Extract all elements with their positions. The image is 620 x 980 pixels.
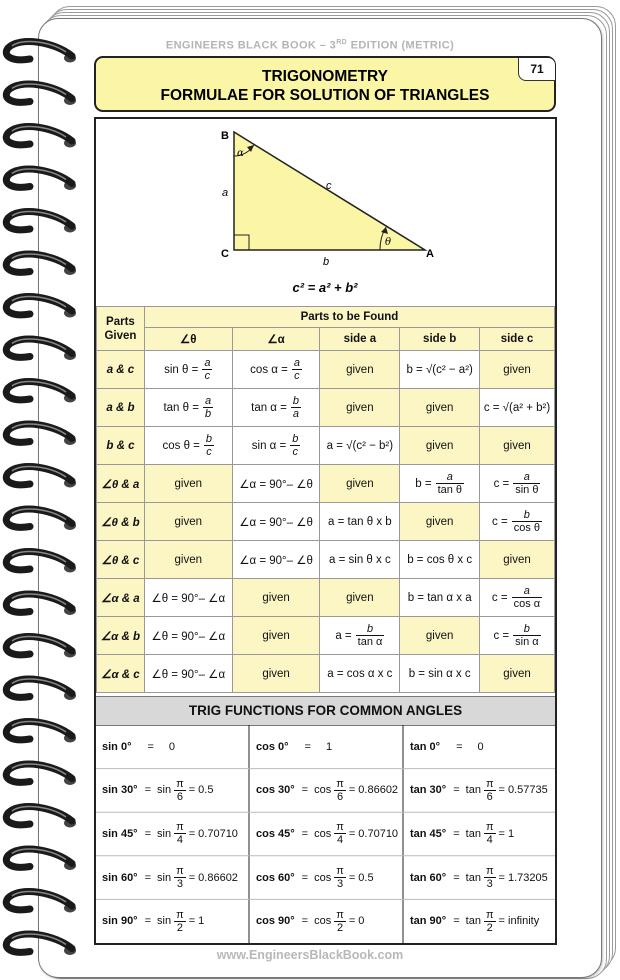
given-parts-cell: ∠θ & b <box>97 503 145 541</box>
spiral-ring <box>6 424 76 445</box>
numerator: π <box>176 821 184 834</box>
formula-cell <box>232 541 320 579</box>
formula-text: ∠α = 90°– ∠θ <box>239 554 313 567</box>
fraction <box>484 821 496 846</box>
formula-cell <box>232 617 320 655</box>
equals-sign: = <box>304 740 311 753</box>
formula-cell <box>320 579 400 617</box>
formula-cell <box>144 427 232 465</box>
formula-lhs: cos θ = <box>162 439 200 452</box>
equals-sign: = <box>453 915 460 928</box>
formula-cell <box>480 389 555 427</box>
formula-text: given <box>503 439 531 452</box>
formula-text: ∠θ = 90°– ∠α <box>151 592 226 605</box>
denominator: c <box>206 446 212 458</box>
denominator: cos θ <box>513 522 541 534</box>
trig-value-cell <box>256 812 401 856</box>
spiral-ring <box>6 721 76 742</box>
trig-value: = infinity <box>498 915 540 928</box>
formula-cell <box>232 465 320 503</box>
formula-lhs: a = <box>335 629 352 642</box>
fraction <box>484 778 496 803</box>
corner-header: Parts Given <box>97 307 145 351</box>
trig-functions-grid <box>96 725 555 943</box>
formula-cell <box>400 465 480 503</box>
denominator: sin α <box>515 636 539 648</box>
numerator: π <box>485 865 494 878</box>
vertex-label-a: A <box>426 248 434 260</box>
formula-cell <box>480 579 555 617</box>
trig-value: = 0.70710 <box>348 827 399 840</box>
denominator: 4 <box>486 834 493 847</box>
table-row <box>97 541 555 579</box>
trig-function: cos <box>314 871 332 884</box>
denominator: c <box>294 370 300 382</box>
formula-lhs: c = <box>491 591 508 604</box>
formula-cell <box>232 655 320 693</box>
formula-cell <box>232 579 320 617</box>
spiral-ring <box>6 84 76 105</box>
trig-value-cell <box>102 899 207 943</box>
formula-cell <box>232 427 320 465</box>
fraction <box>174 778 186 803</box>
vertex-label-b: B <box>221 130 229 142</box>
trig-value: = 0.5 <box>348 871 374 884</box>
denominator: tan θ <box>437 484 463 496</box>
fraction <box>334 821 346 846</box>
side-label-a: a <box>222 187 229 199</box>
numerator: b <box>513 623 540 636</box>
spiral-ring <box>6 594 76 615</box>
content-frame <box>94 117 557 945</box>
trig-value-cell <box>102 812 241 856</box>
angle-label-alpha: α <box>237 148 244 159</box>
trig-label: sin 60° <box>102 871 138 884</box>
numerator: a <box>513 471 540 484</box>
fraction <box>513 471 540 496</box>
numerator: π <box>336 777 344 790</box>
formula-cell <box>320 427 400 465</box>
numerator: a <box>293 357 300 369</box>
table-row <box>97 579 555 617</box>
angle-label-theta: θ <box>385 237 392 248</box>
formula-cell <box>320 351 400 389</box>
formula-cell <box>480 465 555 503</box>
page-title: TRIGONOMETRY <box>261 68 388 85</box>
formula-cell <box>144 351 232 389</box>
trig-value: 1 <box>325 740 333 753</box>
formula-cell <box>320 617 400 655</box>
spiral-ring <box>6 509 76 530</box>
spiral-ring <box>6 849 76 870</box>
fraction <box>203 395 213 420</box>
page-number: 71 <box>518 58 555 81</box>
fraction <box>513 623 540 648</box>
fraction <box>292 357 302 382</box>
trig-value-cell <box>102 725 178 769</box>
denominator: 6 <box>486 790 493 803</box>
equals-sign: = <box>144 915 152 928</box>
formula-lhs: cos α = <box>250 363 288 376</box>
formula-lhs: sin α = <box>251 439 287 452</box>
formula-text: given <box>425 439 454 452</box>
formula-text: given <box>346 477 374 490</box>
denominator: 6 <box>176 790 183 803</box>
vertex-label-c: C <box>221 248 229 260</box>
table-row <box>97 427 555 465</box>
trig-label: tan 60° <box>410 871 447 884</box>
given-parts-cell: ∠θ & a <box>97 465 145 503</box>
numerator: π <box>336 865 344 878</box>
denominator: 4 <box>336 834 344 847</box>
denominator: 2 <box>486 921 493 934</box>
trig-label: tan 30° <box>410 784 447 797</box>
column-header: side b <box>400 328 480 351</box>
fraction <box>484 909 496 934</box>
formula-text: given <box>262 629 290 642</box>
formula-cell <box>320 389 400 427</box>
fraction <box>512 509 542 534</box>
trig-function: tan <box>465 784 481 797</box>
formula-text: given <box>425 401 454 414</box>
equals-sign: = <box>144 784 152 797</box>
denominator: sin θ <box>515 484 539 496</box>
trig-section-title: TRIG FUNCTIONS FOR COMMON ANGLES <box>96 696 555 726</box>
trig-function: tan <box>465 827 481 840</box>
trig-value: = 0.70710 <box>188 827 238 840</box>
trig-value-cell <box>102 769 216 813</box>
numerator: b <box>356 623 385 636</box>
numerator: a <box>204 395 212 407</box>
fraction <box>334 778 346 803</box>
fraction <box>174 909 186 934</box>
trig-value-cell <box>410 899 542 943</box>
denominator: c <box>204 370 211 382</box>
formula-cell <box>480 617 555 655</box>
formula-text: b = √(c² − a²) <box>406 363 473 376</box>
numerator: a <box>436 471 464 484</box>
formula-lhs: sin θ = <box>164 363 199 376</box>
trig-value: = 0.57735 <box>498 784 548 797</box>
trig-value-cell <box>256 769 401 813</box>
formula-text: given <box>503 363 531 376</box>
formula-cell <box>480 427 555 465</box>
numerator: a <box>512 585 543 598</box>
trig-value-cell <box>410 812 517 856</box>
trig-function: sin <box>157 871 172 884</box>
spiral-ring <box>6 211 76 232</box>
numerator: b <box>292 395 299 407</box>
denominator: 3 <box>336 878 344 891</box>
trig-value: = 1.73205 <box>498 871 548 884</box>
pythagoras-equation: c² = a² + b² <box>292 280 358 295</box>
spiral-ring <box>6 126 76 147</box>
trig-label: tan 45° <box>410 827 447 840</box>
given-parts-cell: ∠α & a <box>97 579 145 617</box>
formula-cell <box>400 655 480 693</box>
equals-sign: = <box>147 740 154 753</box>
formula-cell <box>320 655 400 693</box>
fraction <box>202 357 212 382</box>
numerator: π <box>485 908 494 921</box>
fraction <box>356 623 385 648</box>
spiral-ring <box>6 764 76 785</box>
denominator: 2 <box>336 921 344 934</box>
numerator: b <box>512 509 542 522</box>
formula-cell <box>320 465 400 503</box>
formula-text: given <box>262 667 290 680</box>
formula-cell <box>480 655 555 693</box>
column-header: ∠θ <box>144 328 232 351</box>
formula-cell <box>320 503 400 541</box>
spiral-ring <box>6 806 76 827</box>
formula-text: a = √(c² − b²) <box>326 439 394 452</box>
formula-text: a = cos α x c <box>327 667 393 680</box>
formula-cell <box>320 541 400 579</box>
denominator: 3 <box>176 878 183 891</box>
denominator: 6 <box>336 790 344 803</box>
fraction <box>174 865 186 890</box>
trig-function: sin <box>157 915 172 928</box>
formula-text: given <box>503 667 531 680</box>
fraction <box>290 433 300 458</box>
given-parts-cell: ∠α & b <box>97 617 145 655</box>
formula-cell <box>232 351 320 389</box>
formula-cell <box>400 351 480 389</box>
numerator: π <box>176 777 184 790</box>
formula-cell <box>144 503 232 541</box>
equals-sign: = <box>456 740 463 753</box>
trig-value-cell <box>256 856 377 900</box>
table-row <box>97 617 555 655</box>
trig-label: tan 90° <box>410 915 447 928</box>
formula-cell <box>400 503 480 541</box>
given-parts-cell: ∠θ & c <box>97 541 145 579</box>
formula-text: ∠θ = 90°– ∠α <box>151 668 226 681</box>
fraction <box>334 865 346 890</box>
formula-cell <box>232 389 320 427</box>
side-label-c: c <box>326 180 332 192</box>
fraction <box>204 433 214 458</box>
denominator: 4 <box>176 834 183 847</box>
trig-label: sin 90° <box>102 915 138 928</box>
equals-sign: = <box>144 871 152 884</box>
formula-text: given <box>346 401 374 414</box>
formula-cell <box>400 541 480 579</box>
book-header: ENGINEERS BLACK BOOK – 3RD EDITION (METRIC) <box>165 39 455 52</box>
formula-cell <box>480 351 555 389</box>
trig-function: cos <box>314 827 332 840</box>
formula-text: ∠α = 90°– ∠θ <box>239 478 313 491</box>
denominator: b <box>204 408 212 420</box>
numerator: a <box>204 357 211 369</box>
numerator: b <box>292 433 299 445</box>
spiral-ring <box>6 381 76 402</box>
trig-label: cos 0° <box>256 740 289 753</box>
equals-sign: = <box>453 827 460 840</box>
table-row <box>97 503 555 541</box>
denominator: 3 <box>486 878 493 891</box>
numerator: π <box>485 821 494 834</box>
given-parts-cell: a & c <box>97 351 145 389</box>
trig-value: = 0.86602 <box>348 784 399 797</box>
formula-cell <box>144 389 232 427</box>
spiral-ring <box>6 466 76 487</box>
column-header: side c <box>480 328 555 351</box>
parts-found-header: Parts to be Found <box>144 307 554 328</box>
spiral-ring <box>6 254 76 275</box>
spiral-ring <box>6 551 76 572</box>
trig-value-cell <box>410 725 487 769</box>
fraction <box>512 585 543 610</box>
formula-cell <box>144 617 232 655</box>
spiral-ring <box>6 339 76 360</box>
fraction <box>484 865 496 890</box>
trig-label: sin 30° <box>102 784 138 797</box>
formula-cell <box>400 427 480 465</box>
trig-value: = 1 <box>188 915 205 928</box>
formula-cell <box>480 541 555 579</box>
formula-text: b = cos θ x c <box>407 553 473 566</box>
solution-table <box>96 306 555 693</box>
spiral-ring <box>6 636 76 657</box>
table-row <box>97 389 555 427</box>
equals-sign: = <box>301 871 309 884</box>
column-header: side a <box>320 328 400 351</box>
equals-sign: = <box>453 784 460 797</box>
trig-function: cos <box>314 915 332 928</box>
formula-text: a = tan θ x b <box>328 515 392 528</box>
column-header: ∠α <box>232 328 320 351</box>
formula-cell <box>144 579 232 617</box>
footer-url: www.EngineersBlackBook.com <box>216 948 404 962</box>
denominator: c <box>292 446 299 458</box>
spiral-ring <box>6 169 76 190</box>
formula-cell <box>400 617 480 655</box>
formula-text: c = √(a² + b²) <box>483 401 551 414</box>
formula-text: b = tan α x a <box>407 591 472 604</box>
equals-sign: = <box>453 871 460 884</box>
formula-text: given <box>425 515 454 528</box>
trig-label: cos 45° <box>256 827 295 840</box>
trig-label: cos 30° <box>256 784 295 797</box>
numerator: π <box>336 908 344 921</box>
trig-label: cos 90° <box>256 915 295 928</box>
page-subtitle: FORMULAE FOR SOLUTION OF TRIANGLES <box>160 87 490 104</box>
equals-sign: = <box>301 827 309 840</box>
denominator: cos α <box>513 598 541 610</box>
trig-value-cell <box>256 899 367 943</box>
trig-value-cell <box>256 725 335 769</box>
title-box <box>94 56 556 112</box>
spiral-ring <box>6 891 76 912</box>
trig-label: sin 45° <box>102 827 138 840</box>
formula-text: given <box>174 553 203 566</box>
formula-cell <box>480 503 555 541</box>
formula-text: given <box>174 477 203 490</box>
formula-text: given <box>262 591 290 604</box>
denominator: 2 <box>176 921 183 934</box>
trig-function: tan <box>465 915 481 928</box>
fraction <box>436 471 464 496</box>
numerator: π <box>176 865 184 878</box>
trig-value: 0 <box>168 740 176 753</box>
formula-text: given <box>425 629 454 642</box>
spiral-ring <box>6 296 76 317</box>
triangle-diagram <box>96 119 555 306</box>
trig-value-cell <box>102 856 241 900</box>
trig-value-cell <box>410 769 551 813</box>
trig-value: = 0.5 <box>188 784 214 797</box>
numerator: π <box>336 821 344 834</box>
formula-text: given <box>346 591 374 604</box>
given-parts-cell: b & c <box>97 427 145 465</box>
formula-text: given <box>174 515 203 528</box>
formula-cell <box>400 389 480 427</box>
given-parts-cell: ∠α & c <box>97 655 145 693</box>
formula-text: b = sin α x c <box>408 667 471 680</box>
trig-value-cell <box>410 856 551 900</box>
table-row <box>97 655 555 693</box>
denominator: a <box>292 408 299 420</box>
numerator: b <box>205 433 213 445</box>
formula-lhs: c = <box>493 477 510 490</box>
formula-text: ∠α = 90°– ∠θ <box>239 516 313 529</box>
formula-lhs: tan α = <box>251 401 287 414</box>
side-label-b: b <box>323 256 330 268</box>
formula-cell <box>144 655 232 693</box>
formula-lhs: c = <box>493 629 510 642</box>
formula-lhs: b = <box>415 477 432 490</box>
formula-text: given <box>346 363 374 376</box>
trig-label: cos 60° <box>256 871 295 884</box>
numerator: π <box>176 908 184 921</box>
denominator: tan α <box>357 636 383 648</box>
trig-function: sin <box>157 827 172 840</box>
equals-sign: = <box>301 784 309 797</box>
formula-cell <box>400 579 480 617</box>
formula-cell <box>144 465 232 503</box>
formula-text: ∠θ = 90°– ∠α <box>151 630 226 643</box>
fraction <box>334 909 346 934</box>
trig-label: sin 0° <box>102 740 132 753</box>
formula-text: given <box>503 553 531 566</box>
formula-cell <box>232 503 320 541</box>
spiral-ring <box>6 679 76 700</box>
fraction <box>291 395 301 420</box>
trig-value: 0 <box>477 740 484 753</box>
table-row <box>97 351 555 389</box>
trig-function: sin <box>157 784 172 797</box>
formula-lhs: tan θ = <box>163 401 199 414</box>
formula-text: a = sin θ x c <box>329 553 391 566</box>
trig-value: = 0 <box>348 915 365 928</box>
equals-sign: = <box>301 915 309 928</box>
trig-value: = 1 <box>498 827 515 840</box>
table-row <box>97 465 555 503</box>
trig-value: = 0.86602 <box>188 871 238 884</box>
equals-sign: = <box>144 827 152 840</box>
given-parts-cell: a & b <box>97 389 145 427</box>
trig-function: cos <box>314 784 332 797</box>
formula-lhs: c = <box>492 515 508 528</box>
numerator: π <box>485 777 494 790</box>
fraction <box>174 821 186 846</box>
trig-function: tan <box>465 871 481 884</box>
formula-cell <box>144 541 232 579</box>
trig-label: tan 0° <box>410 740 441 753</box>
